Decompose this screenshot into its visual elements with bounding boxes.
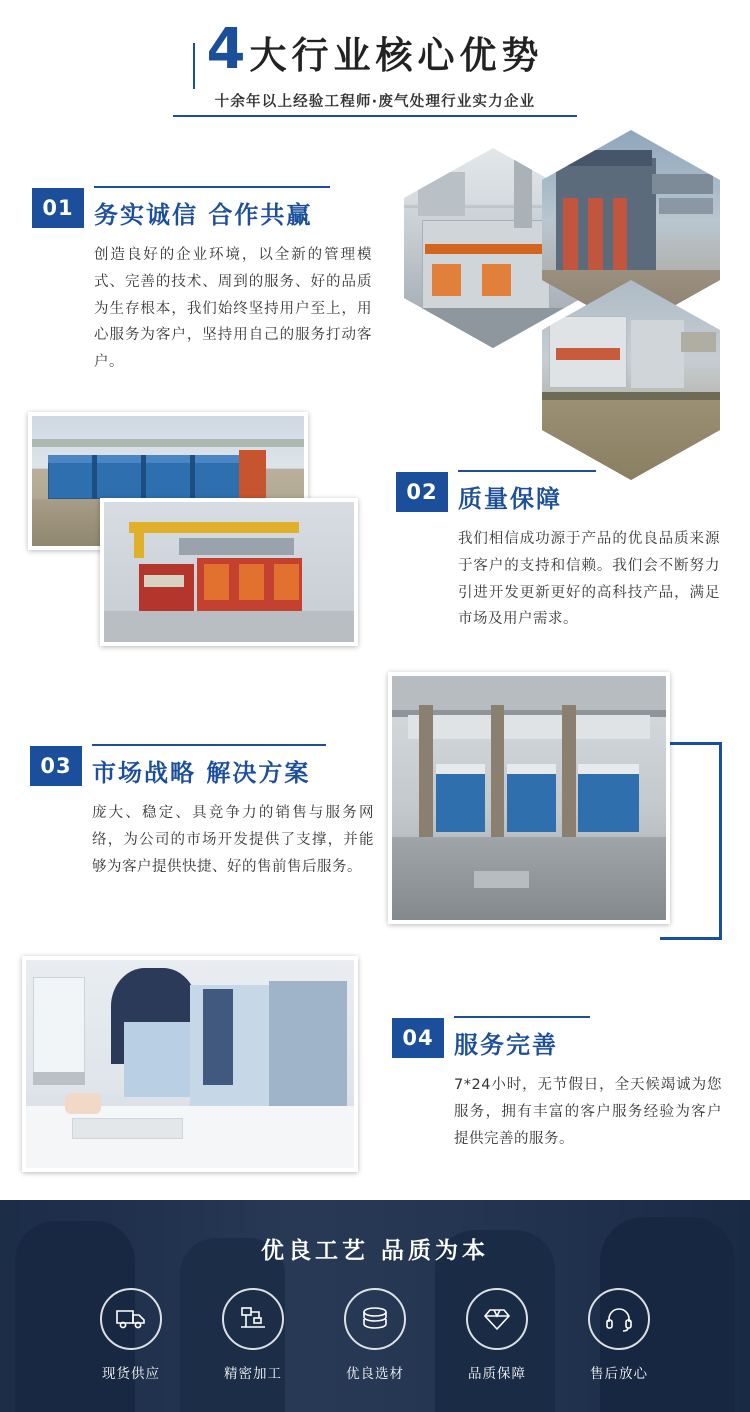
footer-item-after-sales (573, 1288, 665, 1382)
header-vertical-accent (193, 43, 195, 89)
photo-customer-service (22, 956, 358, 1172)
footer-feature-list (0, 1288, 750, 1382)
section-03 (30, 744, 382, 880)
page-subtitle: 十余年以上经验工程师·废气处理行业实力企业 (214, 94, 536, 110)
footer-item-machining (207, 1288, 299, 1382)
footer-item-label: 品质保障 (468, 1366, 526, 1382)
photo-catalytic-burner (100, 498, 358, 646)
section-04-head (392, 1016, 728, 1060)
page-header (0, 0, 750, 118)
footer-item-label: 优良选材 (346, 1366, 404, 1382)
header-divider (173, 115, 577, 117)
section-02-body: 我们相信成功源于产品的优良品质来源于客户的支持和信赖。我们会不断努力引进开发更新更好的高科技产品，满足市场及用户需求。 (458, 531, 720, 628)
truck-icon (100, 1288, 162, 1350)
section-01-body: 创造良好的企业环境，以全新的管理模式、完善的技术、周到的服务、好的品质为生存根本，我们始终坚持用户至上，用心服务为客户，坚持用自己的服务打动客户。 (94, 247, 372, 371)
section-01-head (32, 186, 372, 230)
page-title (75, 17, 675, 82)
layers-icon (344, 1288, 406, 1350)
section-01 (32, 186, 372, 376)
headset-icon (588, 1288, 650, 1350)
section-04-title: 服务完善 (454, 1031, 558, 1059)
section-04 (392, 1016, 728, 1152)
section-01-title-wrap (94, 186, 312, 230)
section-02-badge: 02 (396, 472, 448, 512)
section-02 (396, 470, 722, 633)
footer-item-label: 售后放心 (590, 1366, 648, 1382)
section-04-badge: 04 (392, 1018, 444, 1058)
footer-item-supply (85, 1288, 177, 1382)
machine-icon (222, 1288, 284, 1350)
title-text: 大行业核心优势 (249, 34, 544, 77)
diamond-icon (466, 1288, 528, 1350)
section-04-body: 7*24小时，无节假日，全天候竭诚为您服务，拥有丰富的客户服务经验为客户提供完善的服务。 (454, 1077, 722, 1147)
section-01-badge: 01 (32, 188, 84, 228)
footer-banner (0, 1200, 750, 1412)
photo-hex-bottom (542, 280, 720, 480)
footer-item-quality (451, 1288, 543, 1382)
section-04-title-rule (454, 1016, 590, 1018)
footer-item-label: 精密加工 (224, 1366, 282, 1382)
section-03-title: 市场战略 解决方案 (92, 759, 311, 787)
section-01-title: 务实诚信 合作共赢 (94, 201, 313, 229)
footer-item-label: 现货供应 (102, 1366, 160, 1382)
section-04-title-wrap (454, 1016, 558, 1060)
section-03-badge: 03 (30, 746, 82, 786)
header-inner (75, 0, 675, 111)
section-02-title: 质量保障 (458, 485, 562, 513)
footer-title: 优良工艺 品质为本 (260, 1238, 489, 1264)
section-02-title-wrap (458, 470, 562, 514)
section-02-title-rule (458, 470, 596, 472)
section-03-title-rule (92, 744, 326, 746)
section-03-title-wrap (92, 744, 310, 788)
section-01-title-rule (94, 186, 330, 188)
hex-photo-collage (390, 130, 720, 400)
section-02-head (396, 470, 722, 514)
section-03-body: 庞大、稳定、具竞争力的销售与服务网络，为公司的市场开发提供了支撑，并能够为客户提供快捷、好的售前售后服务。 (92, 805, 374, 875)
section-03-head (30, 744, 382, 788)
title-number: 4 (206, 17, 246, 82)
photo-spray-booth-hall (388, 672, 670, 924)
footer-item-material (329, 1288, 421, 1382)
